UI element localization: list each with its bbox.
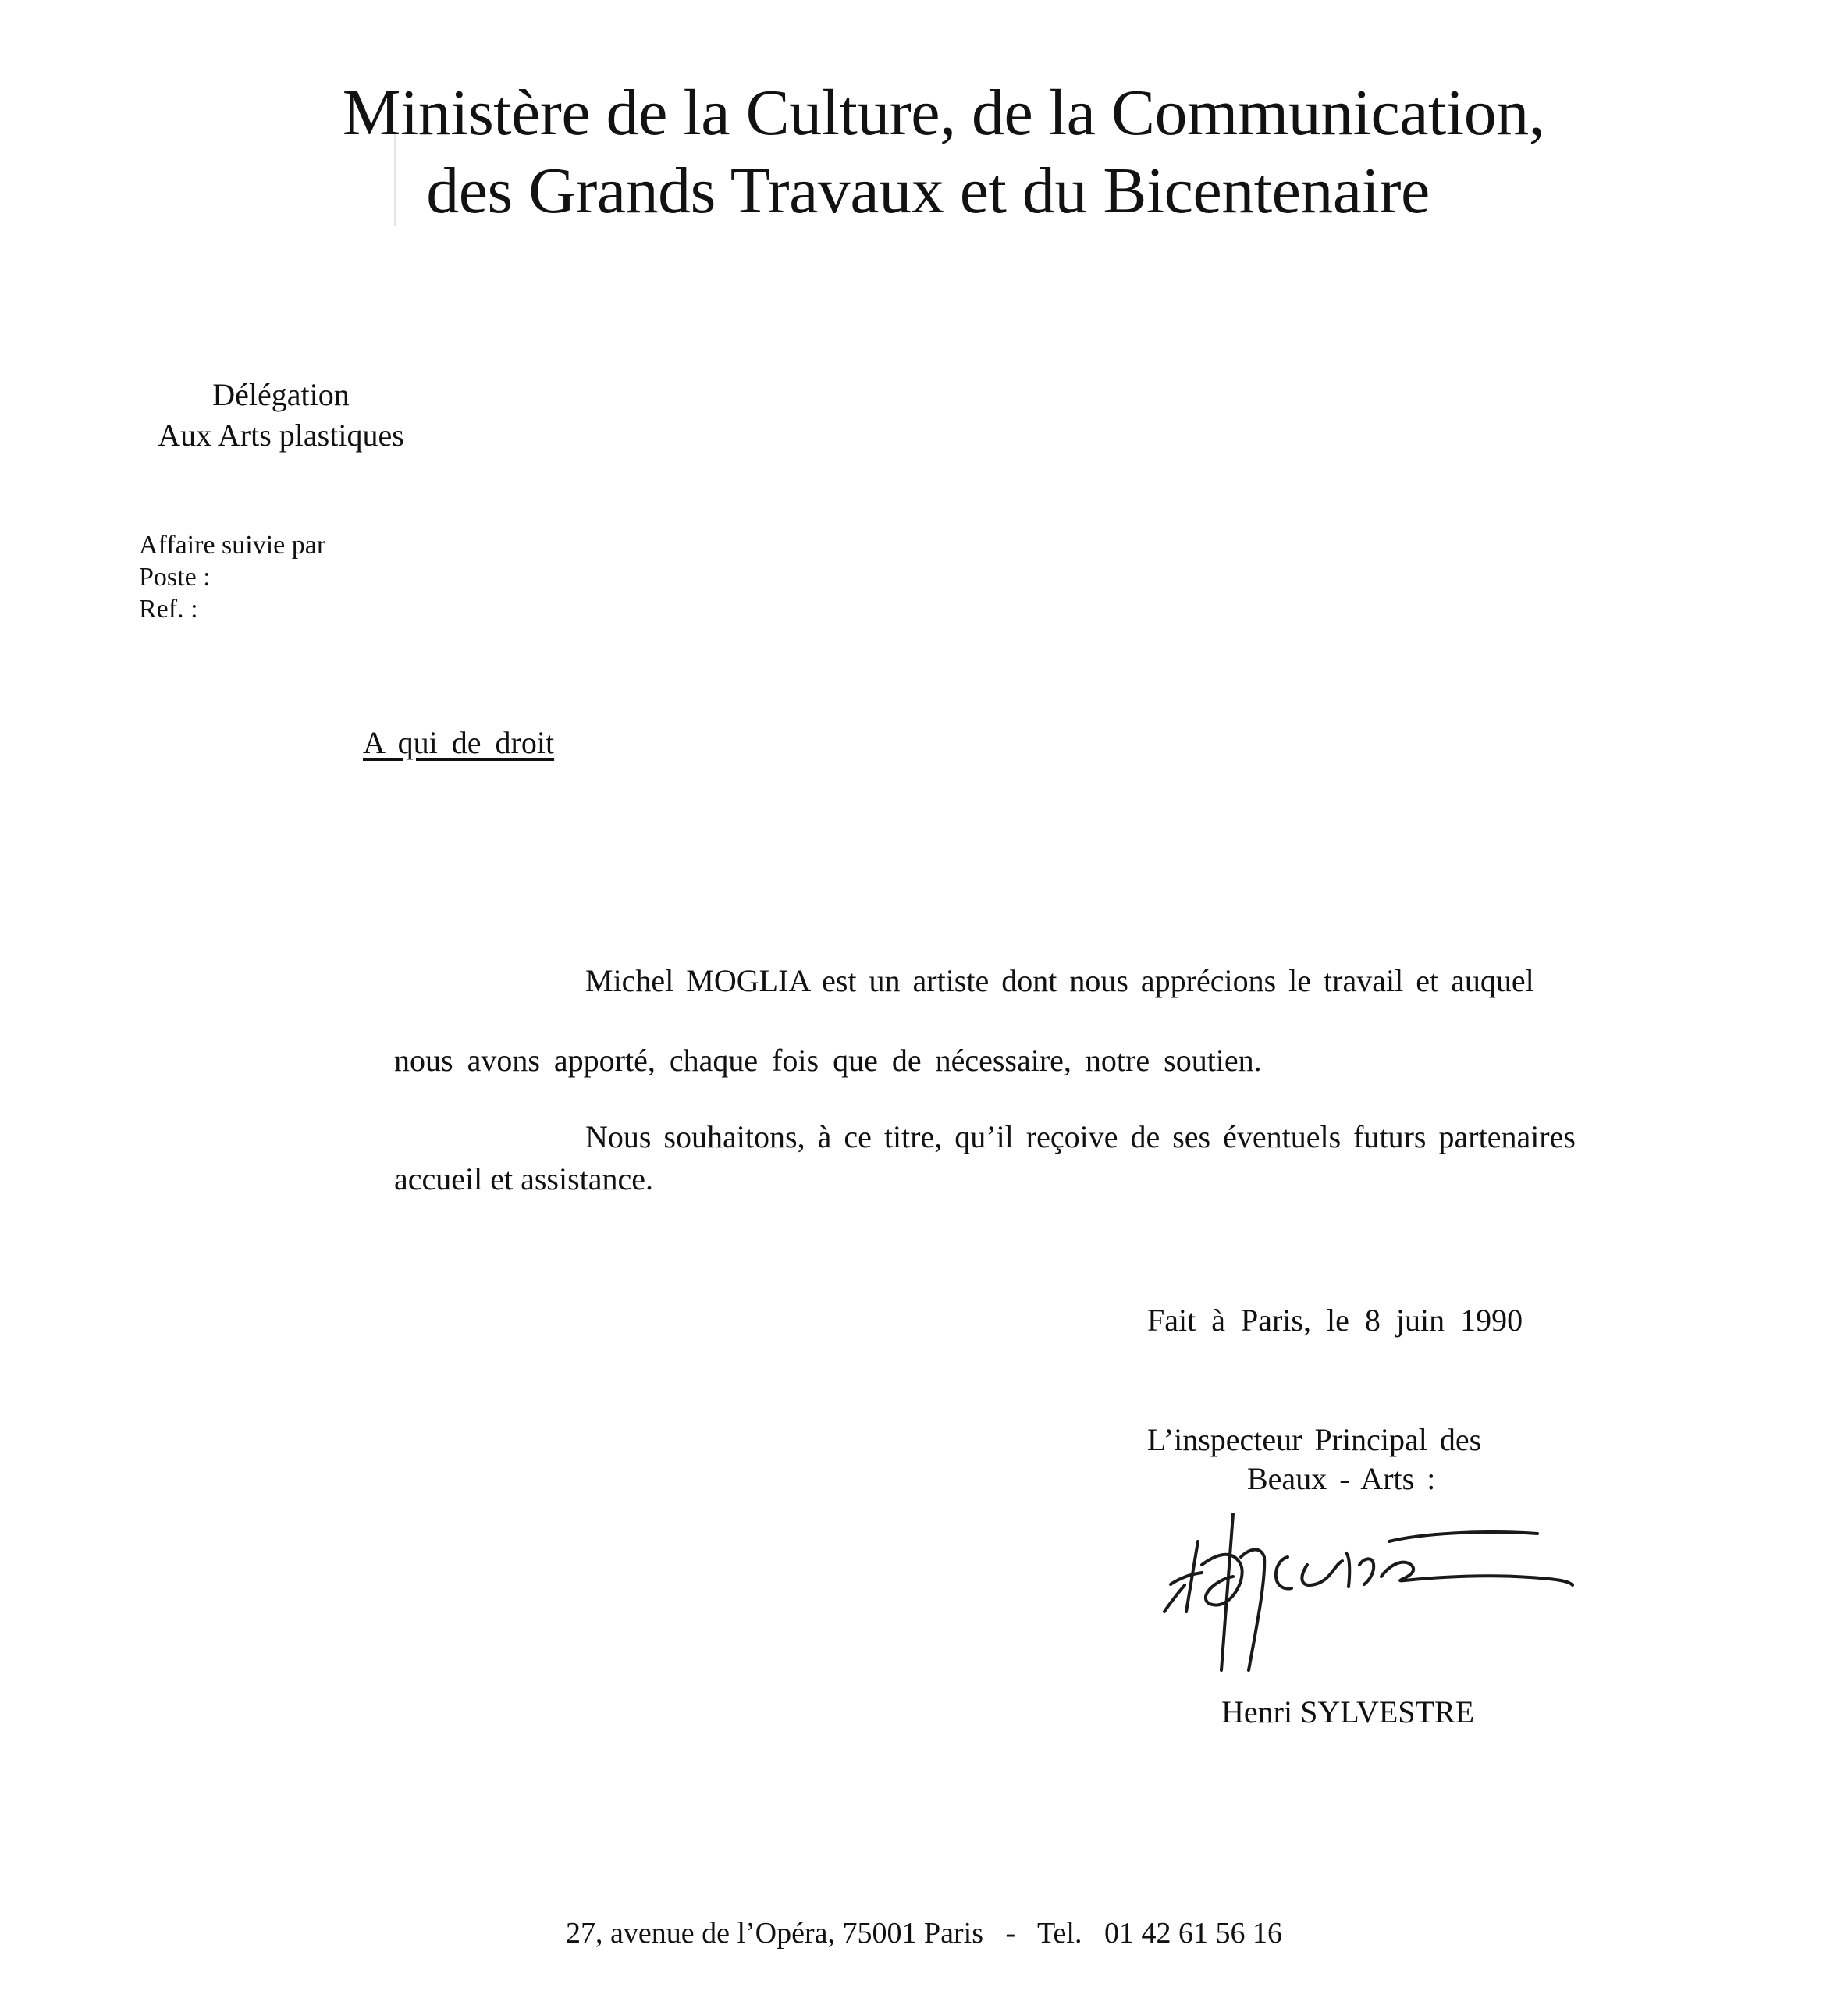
body-paragraph1-line1: Michel MOGLIA est un artiste dont nous apprécions le travail et auquel: [585, 963, 1534, 998]
footer-separator: -: [1005, 1917, 1016, 1950]
signature-stroke: [1389, 1532, 1537, 1541]
signature-stroke: [1381, 1562, 1573, 1585]
footer-tel-label: Tel.: [1037, 1917, 1082, 1950]
signature-stroke: [1202, 1555, 1242, 1605]
signature-stroke: [1346, 1553, 1349, 1587]
handwritten-signature: [1155, 1510, 1576, 1674]
signature-stroke: [1241, 1550, 1264, 1670]
salutation: A qui de droit: [363, 725, 555, 760]
body-paragraph1-line2: nous avons apporté, chaque fois que de nécessaire, notre soutien.: [394, 1043, 1262, 1078]
body-paragraph2: [394, 1116, 1674, 1200]
signature-stroke: [1276, 1557, 1292, 1588]
signatory-title-line2: Beaux - Arts :: [1247, 1461, 1436, 1496]
signature-stroke: [1359, 1559, 1374, 1584]
delegation-line1: Délégation: [212, 377, 350, 412]
place-date: Fait à Paris, le 8 juin 1990: [1147, 1303, 1523, 1338]
signatory-name: Henri SYLVESTRE: [1221, 1694, 1475, 1730]
affaire-label: Affaire suivie par: [139, 531, 326, 560]
body-paragraph2-line2: accueil et assistance.: [394, 1161, 654, 1196]
ministry-header: [0, 74, 1848, 230]
body-paragraph2-line1: Nous souhaitons, à ce titre, qu’il reçoive de ses éventuels futurs partenaires: [585, 1119, 1576, 1154]
delegation-line2: Aux Arts plastiques: [158, 418, 404, 453]
signatory-title-line1: L’inspecteur Principal des: [1147, 1422, 1482, 1457]
ministry-header-line1: Ministère de la Culture, de la Communication,: [342, 76, 1545, 149]
delegation-block: [140, 375, 421, 456]
footer-tel-number: 01 42 61 56 16: [1103, 1917, 1282, 1950]
ref-label: Ref. :: [139, 595, 198, 624]
footer-street: 27, avenue de l’Opéra, 75001 Paris: [566, 1917, 984, 1950]
signature-stroke: [1171, 1573, 1202, 1584]
signature-stroke: [1164, 1585, 1185, 1612]
reference-block: [139, 529, 325, 625]
poste-label: Poste :: [139, 563, 211, 592]
ministry-header-line2: des Grands Travaux et du Bicentenaire: [426, 155, 1430, 227]
signatory-title: [1147, 1420, 1481, 1498]
signature-stroke: [1302, 1561, 1342, 1585]
footer-address: [0, 1916, 1848, 1950]
signature-stroke: [1221, 1514, 1233, 1670]
